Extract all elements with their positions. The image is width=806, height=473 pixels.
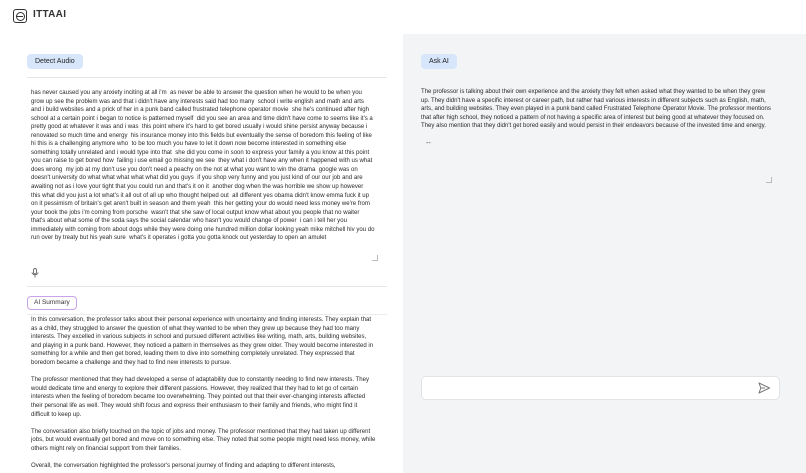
answer-resize-handle[interactable] bbox=[766, 177, 772, 183]
textarea-resize-handle[interactable] bbox=[372, 255, 378, 261]
app-title: ITTAAI bbox=[33, 9, 67, 20]
divider bbox=[27, 314, 387, 315]
microphone-icon[interactable] bbox=[31, 268, 39, 278]
top-bar bbox=[0, 0, 806, 34]
detect-audio-button[interactable]: Detect Audio bbox=[27, 54, 83, 69]
summary-paragraph: The professor mentioned that they had developed a sense of adaptability due to constantly needing to find new interests. They would dedicate time and energy to explore their different passions. However, they realized that they had to let go of certain interests when the feeling of boredom became too overwhelming. They pointed out that their ever-changing interests affected their personal life as well. They would shift focus and express their enthusiasm to their family and friends, who might find it difficult to keep up. bbox=[31, 377, 370, 418]
divider bbox=[27, 286, 387, 287]
ai-answer-text: The professor is talking about their own experience and the anxiety they felt when asked what they wanted to be when they grew up. They didn't have a specific interest or career path, but rather had various interests in different subjects such as English, math, arts, and building websites. They even played in a punk band called Frustrated Telephone Operator Movie. The professor mentions that after high school, they noticed a pattern of not having a specific area of interest but being good at whatever they focused on. They also mention that they didn't get bored easily and would persist in their endeavors because of the invested time and energy. bbox=[421, 89, 771, 130]
divider bbox=[27, 77, 387, 78]
summary-paragraph: Overall, the conversation highlighted the professor's personal journey of finding and adapting to different interests, bbox=[31, 463, 336, 470]
summary-paragraph: In this conversation, the professor talks about their personal experience with uncertainty and finding interests. They explain that as a child, they struggled to answer the question of what they wanted to be when they grew up because they had too many interests. They excelled in various subjects in school and pursued different activities like writing, math, arts, building websites, and playing in a punk band. However, they noticed a pattern in themselves as they grew older. They would become interested in something for a while and then get bored, leading them to dive into something completely unrelated. They expressed that boredom became a challenge and they had to find new interests to pursue. bbox=[31, 317, 374, 366]
logo-icon bbox=[13, 9, 27, 23]
answer-tail: -- bbox=[426, 140, 431, 147]
send-icon[interactable] bbox=[757, 381, 771, 395]
ask-ai-button[interactable]: Ask AI bbox=[421, 54, 457, 69]
ai-summary-button[interactable]: AI Summary bbox=[27, 296, 77, 310]
question-input[interactable] bbox=[421, 376, 780, 400]
summary-paragraph: The conversation also briefly touched on the topic of jobs and money. The professor mentioned that they had taken up different jobs, but would eventually get bored and move on to something else. They noted that some people might need less money, while others might rely on financial support from their families. bbox=[31, 428, 376, 452]
transcript-textarea[interactable] bbox=[27, 87, 379, 259]
summary-text bbox=[31, 316, 377, 473]
